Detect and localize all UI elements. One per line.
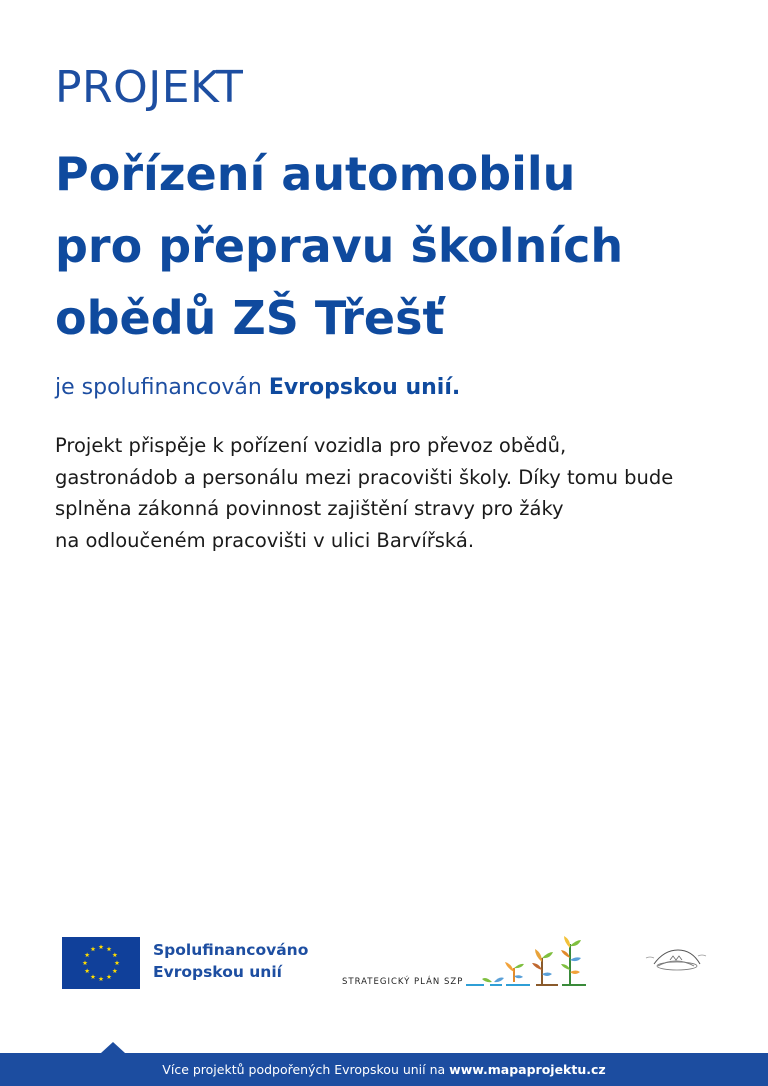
eu-logo-line2: Evropskou unií [153,963,282,981]
eu-star [85,968,90,973]
description-line: splněna zákonná povinnost zajištění stravy pro žáky [55,497,564,520]
school-logo-icon [644,944,710,974]
title-line: Pořízení automobilu [55,147,576,201]
description-line: gastronádob a personálu mezi pracovišti školy. Díky tomu bude [55,465,674,489]
description-line: na odloučeném pracovišti v ulici Barvířská. [55,528,475,552]
eu-star [112,952,117,957]
eu-star [115,960,120,965]
title-line: pro přepravu školních [55,219,624,273]
eu-star [91,974,96,979]
description-line: Projekt přispěje k pořízení vozidla pro převoz obědů, [55,434,567,457]
project-title [55,138,745,354]
eu-star [91,947,96,952]
eu-star [107,974,112,979]
eu-star [99,976,104,981]
footer-notch [101,1042,125,1053]
eu-star [112,968,117,973]
eu-star [99,944,104,949]
cofinancing-prefix: je spolufinancován [55,375,269,400]
project-description [55,430,735,556]
title-line: obědů ZŠ Třešť [55,291,445,345]
eu-star [107,947,112,952]
szp-sprouts-icon [462,930,592,992]
project-kicker: PROJEKT [55,62,244,113]
cofinancing-eu: Evropskou unií. [268,375,461,400]
szp-label: STRATEGICKÝ PLÁN SZP [342,977,464,987]
eu-cofinanced-logo-text [153,939,308,983]
eu-stars-icon [62,937,140,989]
eu-logo-line1: Spolufinancováno [153,941,309,959]
footer-bar [0,1053,768,1086]
cofinancing-statement [55,375,460,400]
footer-link[interactable]: www.mapaprojektu.cz [449,1062,606,1077]
eu-star [85,952,90,957]
footer-text [0,1053,768,1086]
eu-star [83,960,88,965]
eu-flag-icon [62,937,140,989]
strategic-plan-logo [342,930,592,992]
footer-prefix: Více projektů podpořených Evropskou unií na [162,1062,450,1077]
